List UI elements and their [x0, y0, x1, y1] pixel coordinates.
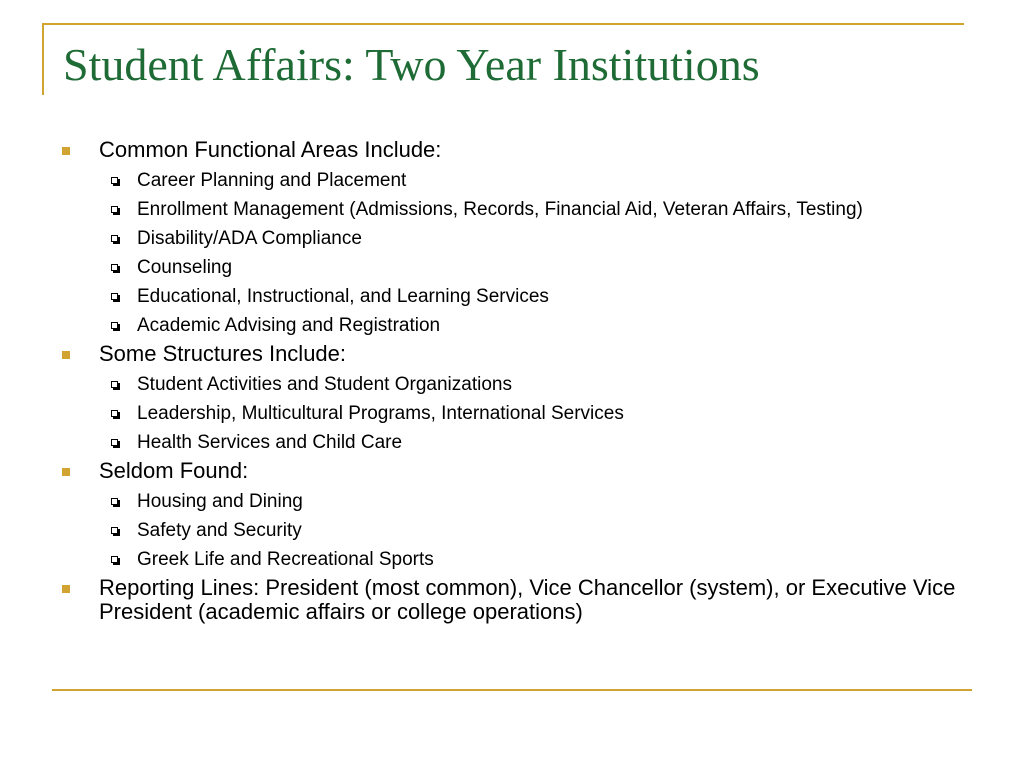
- slide-top-rule: [42, 23, 964, 25]
- sub-bullet: [62, 315, 962, 336]
- checkbox-bullet-icon: [111, 556, 118, 563]
- sub-bullet-text: Leadership, Multicultural Programs, International Services: [137, 403, 624, 424]
- bullet-structures: [62, 342, 962, 366]
- slide-left-rule: [42, 23, 44, 95]
- sub-bullet: [62, 170, 962, 191]
- checkbox-bullet-icon: [111, 235, 118, 242]
- square-bullet-icon: [62, 468, 70, 476]
- bullet-text: Some Structures Include:: [99, 341, 347, 366]
- sub-bullet: [62, 286, 962, 307]
- sub-bullet: [62, 432, 962, 453]
- sub-bullet: [62, 199, 962, 220]
- sub-bullet-text: Student Activities and Student Organizations: [137, 374, 512, 395]
- sub-bullet-text: Academic Advising and Registration: [137, 315, 441, 336]
- square-bullet-icon: [62, 351, 70, 359]
- sub-bullet-text: Housing and Dining: [137, 491, 303, 512]
- sub-bullet-text: Greek Life and Recreational Sports: [137, 549, 434, 570]
- sub-bullet: [62, 228, 962, 249]
- sub-bullet: [62, 520, 962, 541]
- checkbox-bullet-icon: [111, 410, 118, 417]
- sub-bullet-text: Enrollment Management (Admissions, Records, Financial Aid, Veteran Affairs, Testing): [137, 199, 863, 220]
- slide-title: Student Affairs: Two Year Institutions: [63, 39, 760, 90]
- slide-bottom-rule: [52, 689, 972, 691]
- bullet-reporting-lines: [62, 576, 962, 624]
- checkbox-bullet-icon: [111, 293, 118, 300]
- sub-bullet-text: Counseling: [137, 257, 233, 278]
- square-bullet-icon: [62, 585, 70, 593]
- sub-bullet: [62, 257, 962, 278]
- sub-bullet-text: Educational, Instructional, and Learning Services: [137, 286, 549, 307]
- bullet-text: Seldom Found:: [99, 458, 249, 483]
- sub-bullet: [62, 374, 962, 395]
- bullet-seldom-found: [62, 459, 962, 483]
- checkbox-bullet-icon: [111, 527, 118, 534]
- sub-bullet-text: Health Services and Child Care: [137, 432, 403, 453]
- sub-bullet: [62, 549, 962, 570]
- sub-bullet: [62, 403, 962, 424]
- sub-bullet-text: Career Planning and Placement: [137, 170, 407, 191]
- bullet-text: Reporting Lines: President (most common), Vice Chancellor (system), or Executive Vice President (academic affairs or college operations): [99, 575, 956, 624]
- checkbox-bullet-icon: [111, 381, 118, 388]
- checkbox-bullet-icon: [111, 439, 118, 446]
- checkbox-bullet-icon: [111, 177, 118, 184]
- checkbox-bullet-icon: [111, 264, 118, 271]
- square-bullet-icon: [62, 147, 70, 155]
- bullet-functional-areas: [62, 138, 962, 162]
- sub-bullet-text: Safety and Security: [137, 520, 302, 541]
- sub-bullet: [62, 491, 962, 512]
- slide-content: [62, 138, 962, 624]
- checkbox-bullet-icon: [111, 498, 118, 505]
- checkbox-bullet-icon: [111, 322, 118, 329]
- checkbox-bullet-icon: [111, 206, 118, 213]
- sub-bullet-text: Disability/ADA Compliance: [137, 228, 362, 249]
- bullet-text: Common Functional Areas Include:: [99, 137, 442, 162]
